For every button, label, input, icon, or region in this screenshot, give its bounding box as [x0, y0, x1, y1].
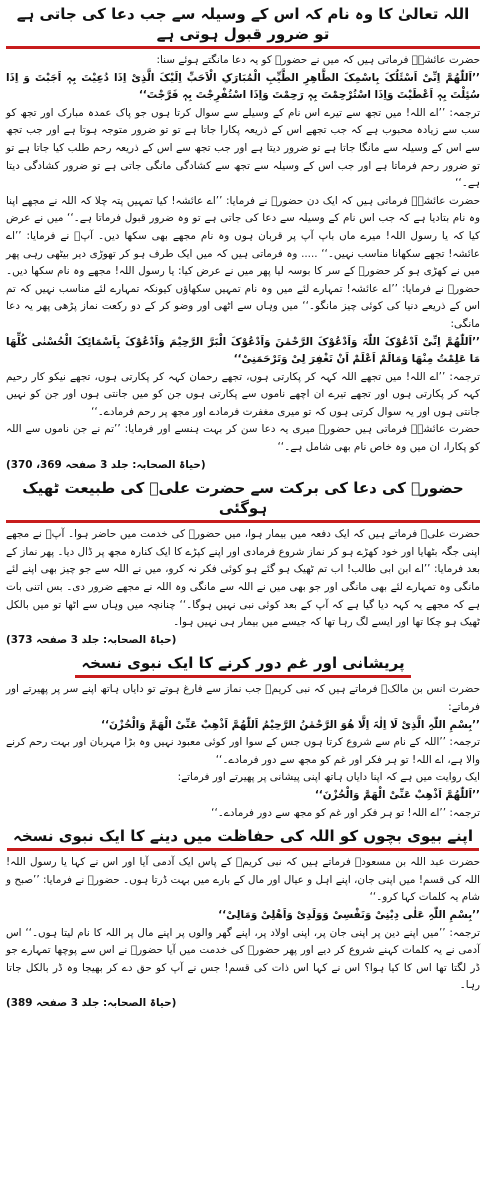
paragraph: ترجمہ: ’’اے اللہ! تو ہر فکر اور غم کو مجھ سے دور فرمادے۔‘‘ — [211, 806, 480, 819]
reference — [6, 995, 480, 1013]
reference-text: (حیاۃ الصحابہ: جلد 3 صفحہ 389) — [6, 996, 177, 1009]
paragraph: ترجمہ: ’’اے اللہ! میں تجھے اللہ کہہ کر پکارتی ہوں، تجھے رحمان کہہ کر پکارتی ہوں، تجھے نیکو کار رحیم کہہ کر پکارتی ہوں اور تجھے تیرے ان اچھے ناموں سے پکارتی ہوں جن کو میں جانتی ہوں اور جن کو نہیں جانتی ہوں اور یہ سوال کرتی ہوں کہ تو میری مغفرت فرمادے اور مجھ پر رحم فرمادے۔‘‘ — [6, 370, 480, 418]
section-title: اللہ تعالیٰ کا وہ نام کہ اس کے وسیلہ سے جب دعا کی جاتی ہے تو ضرور قبول ہوتی ہے — [6, 4, 480, 49]
paragraph: حضرت عائشہؓ فرماتی ہیں کہ ایک دن حضورؐ نے فرمایا: ’’اے عائشہ! کیا تمہیں پتہ چلا کہ اللہ نے مجھے اپنا وہ نام بتادیا ہے کہ جب اس نام کے وسیلہ سے دعا کی جاتی ہے تو وہ ضرور قبول فرماتا ہے۔‘‘ میں نے عرض کیا کہ یا رسول اللہ! میرے ماں باپ آپ پر قربان ہوں وہ نام مجھے بھی سکھا دیں۔ آپؐ نے فرمایا: ’’اے عائشہ! تجھے سکھانا مناسب نہیں۔‘‘ ..... وہ فرماتی ہیں کہ میں ایک طرف ہو کر تھوڑی دیر بیٹھی رہی پھر میں نے کھڑی ہو کر حضورؐ کے سر کا بوسہ لیا پھر میں نے عرض کیا: یا رسول اللہ! مجھے وہ نام سکھا دیں۔ حضورؐ نے فرمایا: ’’اے عائشہ! تمہارے لئے میں وہ نام تمہیں سکھاؤں کیونکہ تمہارے لئے مناسب نہیں کہ تم اس کے ذریعے دنیا کی کوئی چیز مانگو۔‘‘ میں وہاں سے اٹھی اور وضو کر کے دو رکعت نماز پڑھی پھر یہ دعا مانگی: — [6, 194, 480, 330]
section-1 — [6, 4, 480, 474]
paragraph: حضرت عبد اللہ بن مسعودؓ فرماتے ہیں کہ نبی کریمؐ کے پاس ایک آدمی آیا اور اس نے کہا یا رسول اللہ! اللہ کی قسم! میں اپنی جان، اپنے اہل و عیال اور مال کے بارے میں بہت ڈرتا ہوں۔ حضورؐ نے فرمایا: ’’صبح و شام یہ کلمات کہا کرو۔‘‘ — [6, 856, 480, 904]
paragraph: حضرت عائشہؓ فرماتی ہیں حضورؐ میری یہ دعا سن کر بہت ہنسے اور فرمایا: ’’تم نے جن ناموں سے اللہ کو پکارا، ان میں وہ خاص نام بھی شامل ہے۔‘‘ — [6, 423, 480, 454]
section-3 — [6, 653, 480, 822]
reference-text: (حیاۃ الصحابہ: جلد 3 صفحہ 369، 370) — [6, 458, 206, 471]
section-4 — [6, 826, 480, 1012]
paragraph: ترجمہ: ’’میں اپنے دین پر اپنی جان پر، اپنی اولاد پر، اپنے گھر والوں پر اپنے مال پر اللہ کا نام لیتا ہوں۔‘‘ اس آدمی نے یہ کلمات کہنے شروع کر دیے اور پھر حضورؐ کی خدمت میں آیا حضورؐ نے اس سے پوچھا تمہارے جو ڈر لگتا تھا اس کا کیا ہوا؟ اس نے کہا اس ذات کی قسم! جس نے آپ کو حق دے کر بھیجا وہ ڈر بالکل جاتا رہا۔ — [6, 926, 480, 992]
reference — [6, 632, 480, 650]
arabic-dua: ’’بِسْمِ اللّٰہِ الَّذِیْ لَا اِلٰہَ اِلَّا ھُوَ الرَّحْمٰنُ الرَّحِیْمُ اَللّٰھُمَّ اَذْھِبْ عَنِّیْ الْھَمَّ وَالْحُزْنَ‘‘ — [101, 718, 480, 731]
document-body — [6, 4, 480, 1013]
reference-text: (حیاۃ الصحابہ: جلد 3 صفحہ 373) — [6, 633, 177, 646]
paragraph: حضرت انس بن مالکؓ فرماتے ہیں کہ نبی کریمؐ جب نماز سے فارغ ہوتے تو دایاں ہاتھ اپنے سر پر پھیرتے اور فرماتے: — [6, 683, 480, 713]
section-title: حضورؐ کی دعا کی برکت سے حضرت علیؓ کی طبیعت ٹھیک ہوگئی — [6, 478, 480, 523]
paragraph: حضرت علیؓ فرماتے ہیں کہ ایک دفعہ میں بیمار ہوا، میں حضورؐ کی خدمت میں حاضر ہوا۔ آپؐ نے مجھے اپنی جگہ بٹھایا اور خود کھڑے ہو کر نماز شروع فرمادی اور اپنے کپڑے کا ایک کنارہ مجھ پر ڈال دیا۔ پھر نماز کے بعد فرمایا: ’’اے ابن ابی طالب! اب تم ٹھیک ہو گئے ہو کوئی فکر نہ کرو، میں نے اللہ سے جو چیز بھی اپنے لئے مانگی وہ تمہارے لئے بھی مانگی اور جو بھی میں نے اللہ سے مانگی وہ اللہ نے مجھے ضرور دی۔ بس اتنی بات ہے کہ مجھے یہ کہہ دیا گیا ہے کہ آپ کے بعد کوئی نبی نہیں ہوگا۔‘‘ چنانچہ میں وہاں سے اٹھا تو میں بالکل ٹھیک ہو چکا تھا اور ایسے لگ رہا تھا کہ جیسے میں بیمار ہی نہیں ہوا۔ — [5, 528, 480, 629]
section-title: پریشانی اور غم دور کرنے کا ایک نبوی نسخہ — [75, 653, 410, 678]
section-title: اپنے بیوی بچوں کو اللہ کی حفاظت میں دینے کا ایک نبوی نسخہ — [7, 826, 479, 851]
paragraph: حضرت عائشہؓ فرماتی ہیں کہ میں نے حضورؐ کو یہ دعا مانگتے ہوئے سنا: — [156, 54, 480, 66]
paragraph: ایک روایت میں ہے کہ اپنا دایاں ہاتھ اپنی پیشانی پر پھیرتے اور فرماتے: — [177, 771, 480, 784]
reference — [6, 457, 480, 475]
arabic-dua: ’’بِسْمِ اللّٰہِ عَلٰی دِیْنِیْ وَنَفْسِیْ وَوَلَدِیْ وَاَھْلِیْ وَمَالِیْ‘‘ — [218, 908, 480, 921]
section-2 — [6, 478, 480, 649]
paragraph: ترجمہ: ’’اے اللہ! میں تجھ سے تیرے اس نام کے وسیلے سے سوال کرتا ہوں جو پاک عمدہ مبارک اور تجھ کو سب سے زیادہ محبوب ہے کہ جب تجھے اس کے ذریعہ پکارا جاتا ہے تو تو ضرور متوجہ ہوتا ہے اور جب تجھ سے اس کے وسیلہ سے مانگا جاتا ہے تو ضرور دیتا ہے اور جب تجھ سے اس کے ذریعہ رحم طلب کیا جاتا ہے تو تو ضرور رحم فرماتا ہے اور جب اس کے وسیلہ سے تجھ سے کشادگی مانگی جاتی ہے تو ضرور کشادگی دیتا ہے۔‘‘ — [6, 106, 480, 190]
arabic-dua: ’’اَللّٰھُمَّ اَذْھِبْ عَنِّیْ الْھَمَّ وَالْحُزْنَ‘‘ — [314, 788, 480, 801]
paragraph: ترجمہ: ’’اللہ کے نام سے شروع کرتا ہوں جس کے سوا اور کوئی معبود نہیں وہ بڑا مہربان اور بہت رحم کرنے والا ہے، اے اللہ! تو ہر فکر اور غم کو مجھ سے دور فرمادے۔‘‘ — [6, 736, 480, 766]
arabic-dua: ’’اَللّٰھُمَّ اِنِّیْ اَدْعُوْکَ اللّٰہَ وَاَدْعُوْکَ الرَّحْمٰنَ وَاَدْعُوْکَ الْبَرَّ الرَّحِیْمَ وَاَدْعُوْکَ بِاَسْمَائِکَ الْحُسْنٰی کُلِّھَا مَا عَلِمْتُ مِنْھَا وَمَالَمْ اَعْلَمْ اَنْ تَغْفِرَ لِیْ وَتَرْحَمَنِیْ‘‘ — [6, 335, 480, 366]
arabic-dua: ’’اَللّٰھُمَّ اِنِّیْ اَسْئَلُکَ بِاسْمِکَ الطَّاھِرِ الطَّیِّبِ الْمُبَارَکِ الْاَحَبِّ اِلَیْکَ الَّذِیْ اِذَا دُعِیْتَ بِہٖ اَجَبْتَ وَ اِذَا سُئِلْتَ بِہٖ اَعْطَیْتَ وَاِذَا اسْتُرْحِمْتَ بِہٖ رَحِمْتَ وَاِذَا اسْتُفْرِجْتَ بِہٖ فَرَّجْتَ‘‘ — [6, 71, 480, 102]
